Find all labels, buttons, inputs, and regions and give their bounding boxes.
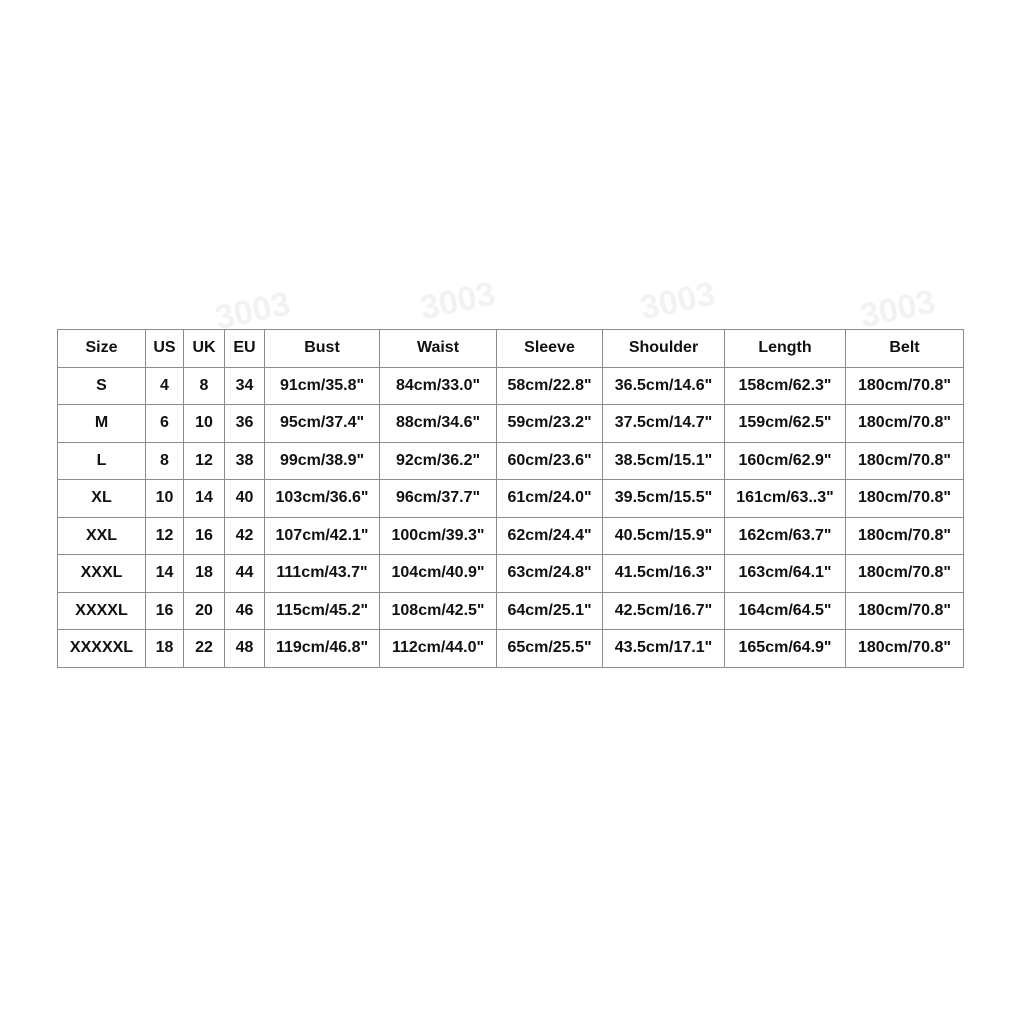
table-row xyxy=(58,630,964,668)
table-cell: 37.5cm/14.7" xyxy=(603,405,725,443)
table-cell: 4 xyxy=(146,367,184,405)
table-cell: 103cm/36.6" xyxy=(265,480,380,518)
column-header: Sleeve xyxy=(497,330,603,368)
table-cell: 42 xyxy=(225,517,265,555)
column-header: Belt xyxy=(846,330,964,368)
table-cell: 6 xyxy=(146,405,184,443)
table-cell: 34 xyxy=(225,367,265,405)
table-cell: 42.5cm/16.7" xyxy=(603,592,725,630)
table-row xyxy=(58,480,964,518)
table-cell: XXXXXL xyxy=(58,630,146,668)
watermark: 3003 xyxy=(211,284,294,338)
table-cell: 164cm/64.5" xyxy=(725,592,846,630)
table-row xyxy=(58,517,964,555)
table-cell: 16 xyxy=(146,592,184,630)
watermark: 3003 xyxy=(636,274,719,328)
column-header: Length xyxy=(725,330,846,368)
table-cell: 8 xyxy=(184,367,225,405)
table-cell: 88cm/34.6" xyxy=(380,405,497,443)
table-cell: 180cm/70.8" xyxy=(846,405,964,443)
table-cell: 162cm/63.7" xyxy=(725,517,846,555)
table-cell: 38 xyxy=(225,442,265,480)
column-header: Size xyxy=(58,330,146,368)
column-header: Waist xyxy=(380,330,497,368)
table-cell: 160cm/62.9" xyxy=(725,442,846,480)
table-cell: 180cm/70.8" xyxy=(846,367,964,405)
table-cell: 59cm/23.2" xyxy=(497,405,603,443)
size-chart-table xyxy=(57,329,964,668)
table-cell: 180cm/70.8" xyxy=(846,517,964,555)
watermark: 3003 xyxy=(856,282,939,336)
table-cell: 12 xyxy=(184,442,225,480)
table-cell: 40.5cm/15.9" xyxy=(603,517,725,555)
table-cell: 91cm/35.8" xyxy=(265,367,380,405)
table-row xyxy=(58,442,964,480)
table-cell: 48 xyxy=(225,630,265,668)
table-header-row xyxy=(58,330,964,368)
table-cell: 36.5cm/14.6" xyxy=(603,367,725,405)
table-cell: 18 xyxy=(184,555,225,593)
table-cell: 46 xyxy=(225,592,265,630)
table-cell: 108cm/42.5" xyxy=(380,592,497,630)
table-cell: 8 xyxy=(146,442,184,480)
table-row xyxy=(58,555,964,593)
table-cell: 41.5cm/16.3" xyxy=(603,555,725,593)
table-cell: 92cm/36.2" xyxy=(380,442,497,480)
table-cell: 58cm/22.8" xyxy=(497,367,603,405)
table-cell: 10 xyxy=(184,405,225,443)
table-cell: L xyxy=(58,442,146,480)
table-cell: 63cm/24.8" xyxy=(497,555,603,593)
watermark: 3003 xyxy=(416,274,499,328)
table-cell: 119cm/46.8" xyxy=(265,630,380,668)
table-cell: 180cm/70.8" xyxy=(846,442,964,480)
table-cell: 10 xyxy=(146,480,184,518)
table-cell: 16 xyxy=(184,517,225,555)
table-cell: 163cm/64.1" xyxy=(725,555,846,593)
table-cell: 165cm/64.9" xyxy=(725,630,846,668)
table-cell: 96cm/37.7" xyxy=(380,480,497,518)
table-cell: 180cm/70.8" xyxy=(846,480,964,518)
table-cell: 44 xyxy=(225,555,265,593)
table-cell: 95cm/37.4" xyxy=(265,405,380,443)
table-cell: 65cm/25.5" xyxy=(497,630,603,668)
column-header: US xyxy=(146,330,184,368)
table-cell: XL xyxy=(58,480,146,518)
table-row xyxy=(58,405,964,443)
table-cell: 22 xyxy=(184,630,225,668)
table-cell: 107cm/42.1" xyxy=(265,517,380,555)
table-cell: 60cm/23.6" xyxy=(497,442,603,480)
table-cell: S xyxy=(58,367,146,405)
table-cell: 43.5cm/17.1" xyxy=(603,630,725,668)
table-cell: 180cm/70.8" xyxy=(846,555,964,593)
table-cell: XXL xyxy=(58,517,146,555)
table-cell: 180cm/70.8" xyxy=(846,630,964,668)
table-cell: 112cm/44.0" xyxy=(380,630,497,668)
table-row xyxy=(58,592,964,630)
column-header: EU xyxy=(225,330,265,368)
table-cell: XXXXL xyxy=(58,592,146,630)
table-cell: 64cm/25.1" xyxy=(497,592,603,630)
table-cell: 62cm/24.4" xyxy=(497,517,603,555)
table-cell: 40 xyxy=(225,480,265,518)
table-cell: 12 xyxy=(146,517,184,555)
table-cell: 161cm/63..3" xyxy=(725,480,846,518)
table-cell: 180cm/70.8" xyxy=(846,592,964,630)
table-cell: 18 xyxy=(146,630,184,668)
column-header: Bust xyxy=(265,330,380,368)
column-header: UK xyxy=(184,330,225,368)
table-cell: 38.5cm/15.1" xyxy=(603,442,725,480)
table-cell: 159cm/62.5" xyxy=(725,405,846,443)
table-cell: 20 xyxy=(184,592,225,630)
table-cell: 115cm/45.2" xyxy=(265,592,380,630)
table-cell: 99cm/38.9" xyxy=(265,442,380,480)
table-cell: 14 xyxy=(184,480,225,518)
column-header: Shoulder xyxy=(603,330,725,368)
table-row xyxy=(58,367,964,405)
table-cell: 39.5cm/15.5" xyxy=(603,480,725,518)
table-cell: 100cm/39.3" xyxy=(380,517,497,555)
table-cell: 111cm/43.7" xyxy=(265,555,380,593)
table-cell: 14 xyxy=(146,555,184,593)
table-cell: 36 xyxy=(225,405,265,443)
table-cell: M xyxy=(58,405,146,443)
table-cell: XXXL xyxy=(58,555,146,593)
table-cell: 84cm/33.0" xyxy=(380,367,497,405)
table-cell: 158cm/62.3" xyxy=(725,367,846,405)
table-cell: 61cm/24.0" xyxy=(497,480,603,518)
table-cell: 104cm/40.9" xyxy=(380,555,497,593)
